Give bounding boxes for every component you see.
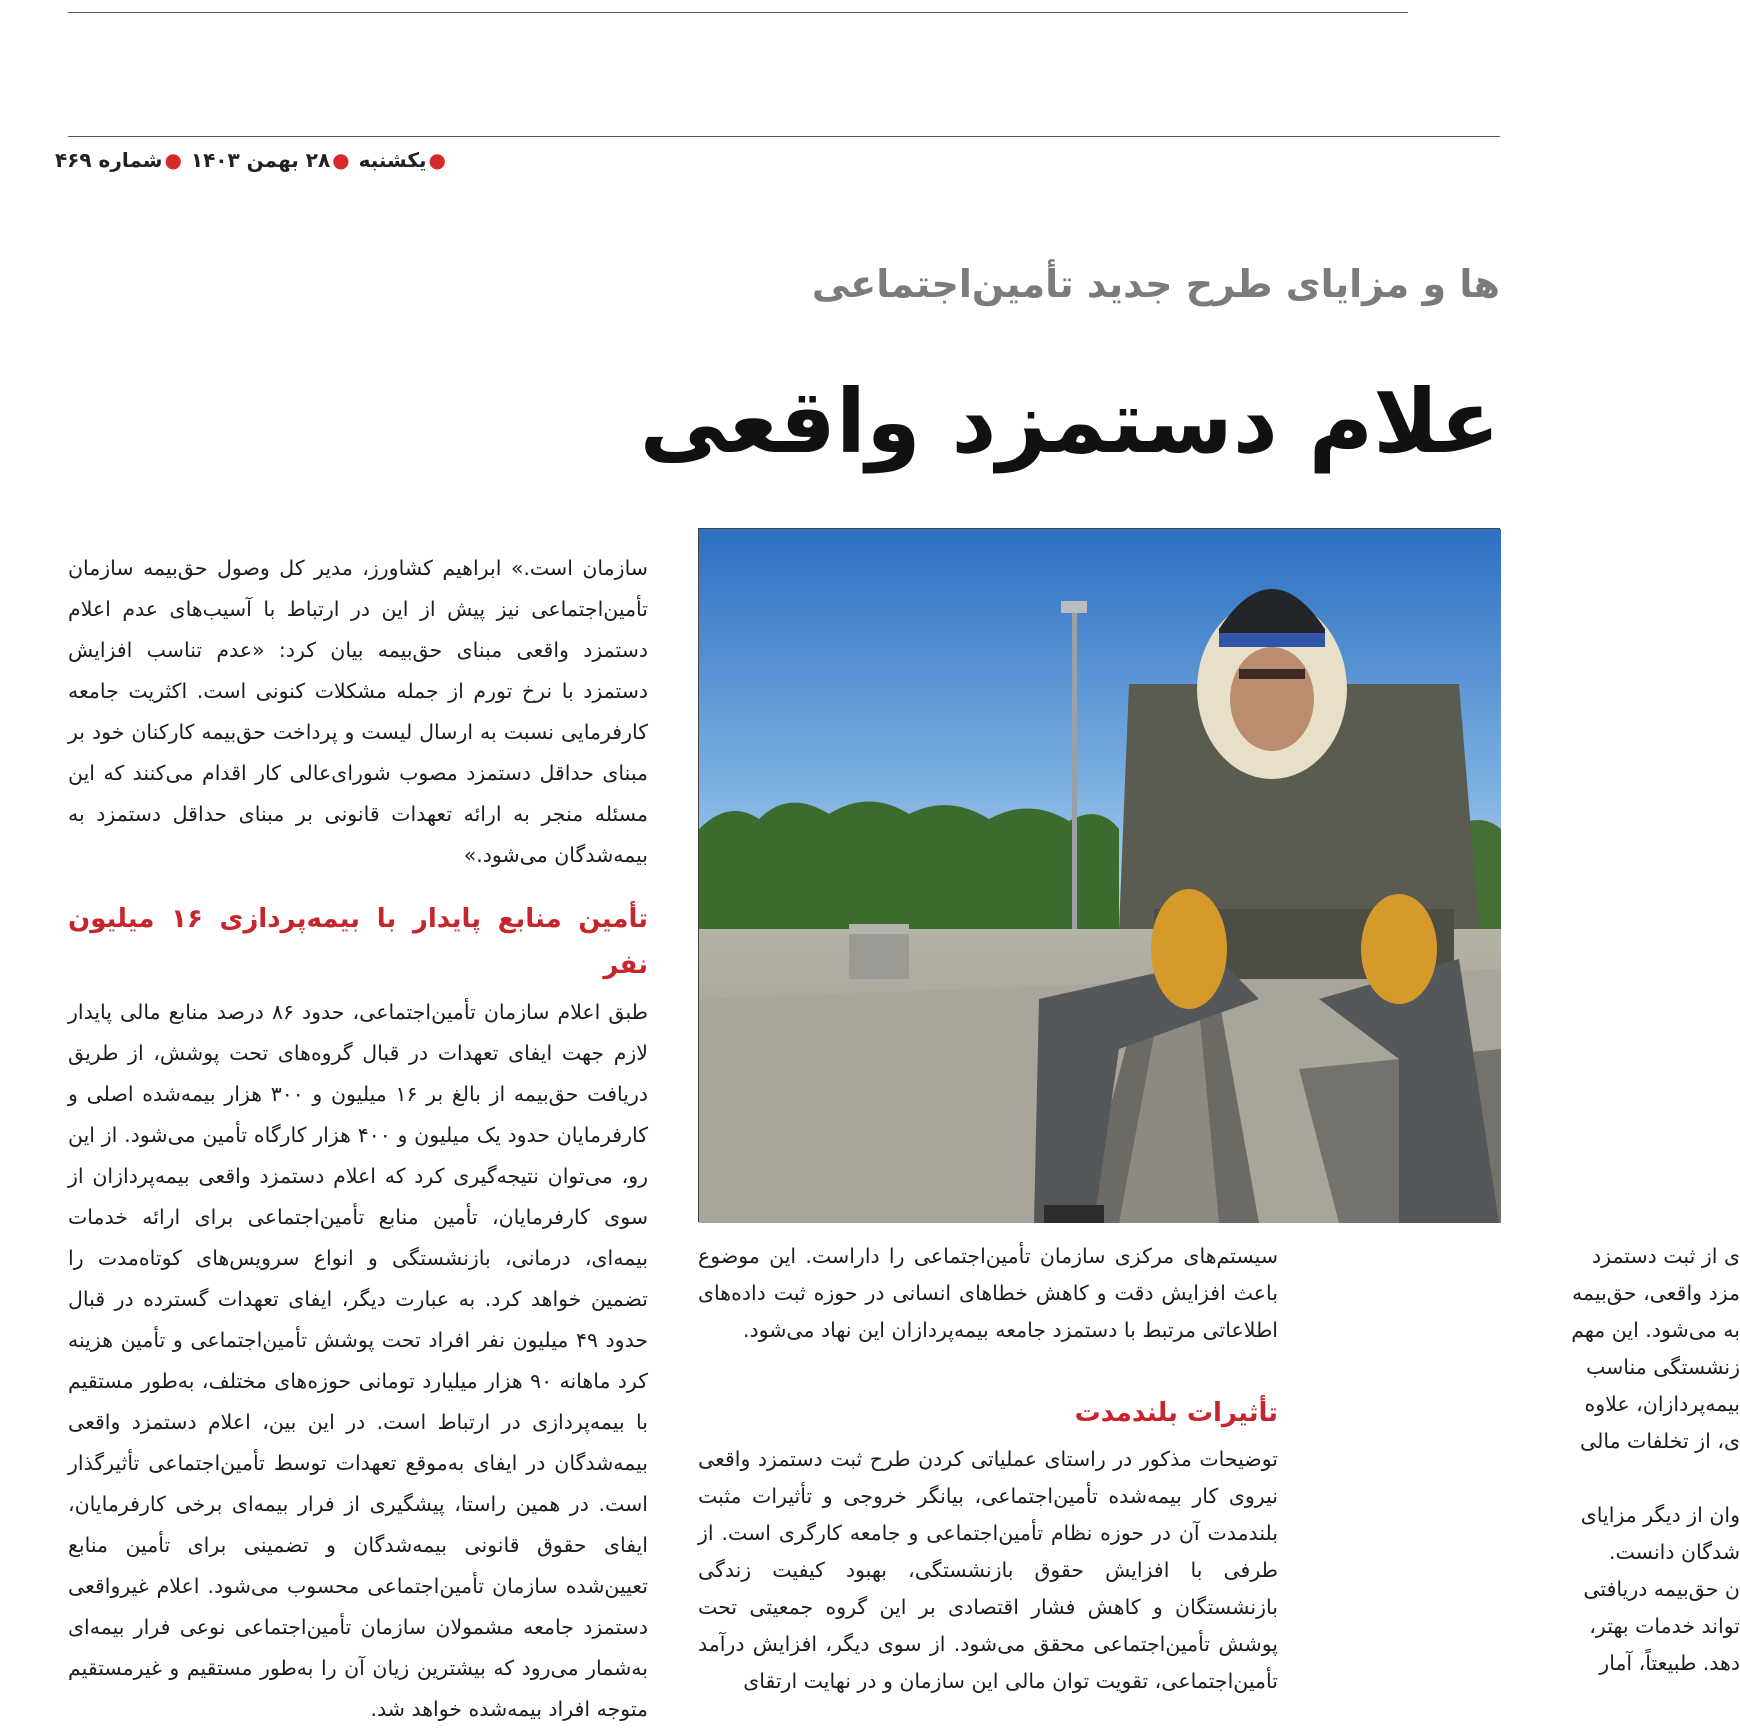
- bullet-icon: ●: [428, 148, 446, 172]
- middle-paragraph-1: سیستم‌های مرکزی سازمان تأمین‌اجتماعی را داراست. این موضوع باعث افزایش دقت و کاهش خطاهای انسانی در حوزه ثبت داده‌های اطلاعاتی مرتبط با دستمزد جامعه بیمه‌پردازان این نهاد می‌شود.: [698, 1244, 1278, 1342]
- article-photo: [698, 528, 1500, 1222]
- middle-paragraph-2: توضیحات مذکور در راستای عملیاتی کردن طرح ثبت دستمزد واقعی نیروی کار بیمه‌شده تأمین‌اجتماعی، بیانگر خروجی و تأثیرات مثبت بلندمدت آن در حوزه نظام تأمین‌اجتماعی و جامعه کارگری است. از طرفی با افزایش حقوق بازنشستگی، بهبود کیفیت زندگی بازنشستگان و کاهش فشار اقتصادی بر این گروه جمعیتی تحت پوشش تأمین‌اجتماعی محقق می‌شود. از سوی دیگر، افزایش درآمد تأمین‌اجتماعی، تقویت توان مالی این سازمان و در نهایت ارتقای: [698, 1447, 1278, 1693]
- right-line: ی، از تخلفات مالی: [1579, 1429, 1740, 1453]
- left-subhead: تأمین منابع پایدار با بیمه‌پردازی ۱۶ میلیون نفر: [68, 904, 649, 980]
- left-paragraph-2: طبق اعلام سازمان تأمین‌اجتماعی، حدود ۸۶ درصد منابع مالی پایدار لازم جهت ایفای تعهدات در قبال گروه‌های تحت پوشش، از طریق دریافت حق‌بیمه از بالغ بر ۱۶ میلیون و ۳۰۰ هزار بیمه‌شده اصلی و کارفرمایان حدود یک میلیون و ۴۰۰ هزار کارگاه تأمین می‌شود. از این رو، می‌توان نتیجه‌گیری کرد که اعلام دستمزد واقعی بیمه‌پردازان از سوی کارفرمایان، تأمین منابع تأمین‌اجتماعی برای ارائه خدمات بیمه‌ای، درمانی، بازنشستگی و انواع سرویس‌های کوتاه‌مدت را تضمین خواهد کرد. به عبارت دیگر، ایفای تعهدات گسترده در قبال حدود ۴۹ میلیون نفر افراد تحت پوشش تأمین‌اجتماعی و تأمین هزینه کرد ماهانه ۹۰ هزار میلیارد تومانی حوزه‌های مختلف، به‌طور مستقیم با بیمه‌پردازی در ارتباط است. در این بین، اعلام دستمزد واقعی بیمه‌شدگان در ایفای به‌موقع تعهدات توسط تأمین‌اجتماعی تأثیرگذار است. در همین راستا، پیشگیری از فرار بیمه‌ای برخی کارفرمایان، ایفای حقوق قانونی بیمه‌شدگان و تضمینی برای تأمین منابع تعیین‌شده سازمان تأمین‌اجتماعی محسوب می‌شود. اعلام غیرواقعی دستمزد جامعه مشمولان سازمان تأمین‌اجتماعی نوعی فرار بیمه‌ای به‌شمار می‌رود که بیشترین زیان آن را به‌طور مستقیم و غیرمستقیم متوجه افراد بیمه‌شده خواهد شد.: [68, 1000, 649, 1721]
- left-column: [68, 548, 648, 1722]
- right-line: ن حق‌بیمه دریافتی: [1583, 1577, 1740, 1601]
- right-line: شدگان دانست.: [1609, 1540, 1740, 1564]
- top-rule: [68, 12, 1408, 13]
- dateline-date: ۲۸ بهمن ۱۴۰۳: [190, 148, 331, 172]
- dateline: [54, 148, 448, 178]
- right-line: زنشستگی مناسب: [1585, 1355, 1740, 1379]
- right-line: ی از ثبت دستمزد: [1592, 1244, 1740, 1268]
- right-line-spacer: [1320, 1460, 1740, 1497]
- right-line: تواند خدمات بهتر،: [1589, 1614, 1740, 1638]
- right-line: به می‌شود. این مهم: [1571, 1318, 1740, 1342]
- bullet-icon: ●: [164, 148, 182, 172]
- article-headline: علام دستمزد واقعی: [639, 370, 1500, 473]
- middle-subhead: تأثیرات بلندمدت: [1074, 1398, 1278, 1428]
- article-kicker: ها و مزایای طرح جدید تأمین‌اجتماعی: [811, 262, 1500, 306]
- bullet-icon: ●: [332, 148, 350, 172]
- right-line: مزد واقعی، حق‌بیمه: [1572, 1281, 1740, 1305]
- dateline-issue: شماره ۴۶۹: [54, 148, 163, 172]
- welder-photo-illustration: [699, 529, 1501, 1223]
- left-paragraph-1: سازمان است.» ابراهیم کشاورز، مدیر کل وصول حق‌بیمه سازمان تأمین‌اجتماعی نیز پیش از این در ارتباط با آسیب‌های عدم اعلام دستمزد واقعی مبنای حق‌بیمه بیان کرد: «عدم تناسب افزایش دستمزد با نرخ تورم از جمله مشکلات کنونی است. اکثریت جامعه کارفرمایی نسبت به ارسال لیست و پرداخت حق‌بیمه کارکنان خود بر مبنای حداقل دستمزد مصوب شورای‌عالی کار اقدام می‌کنند که این مسئله منجر به ارائه تعهدات قانونی بر مبنای حداقل دستمزد به بیمه‌شدگان می‌شود.»: [68, 556, 648, 867]
- header-rule: [68, 136, 1500, 137]
- middle-column: [698, 1238, 1278, 1722]
- right-column: [1318, 1238, 1740, 1722]
- right-line: وان از دیگر مزایای: [1580, 1503, 1740, 1527]
- dateline-day: یکشنبه: [358, 148, 427, 172]
- right-line: بیمه‌پردازان، علاوه: [1584, 1392, 1740, 1416]
- right-line: دهد. طبیعتاً، آمار: [1599, 1651, 1740, 1675]
